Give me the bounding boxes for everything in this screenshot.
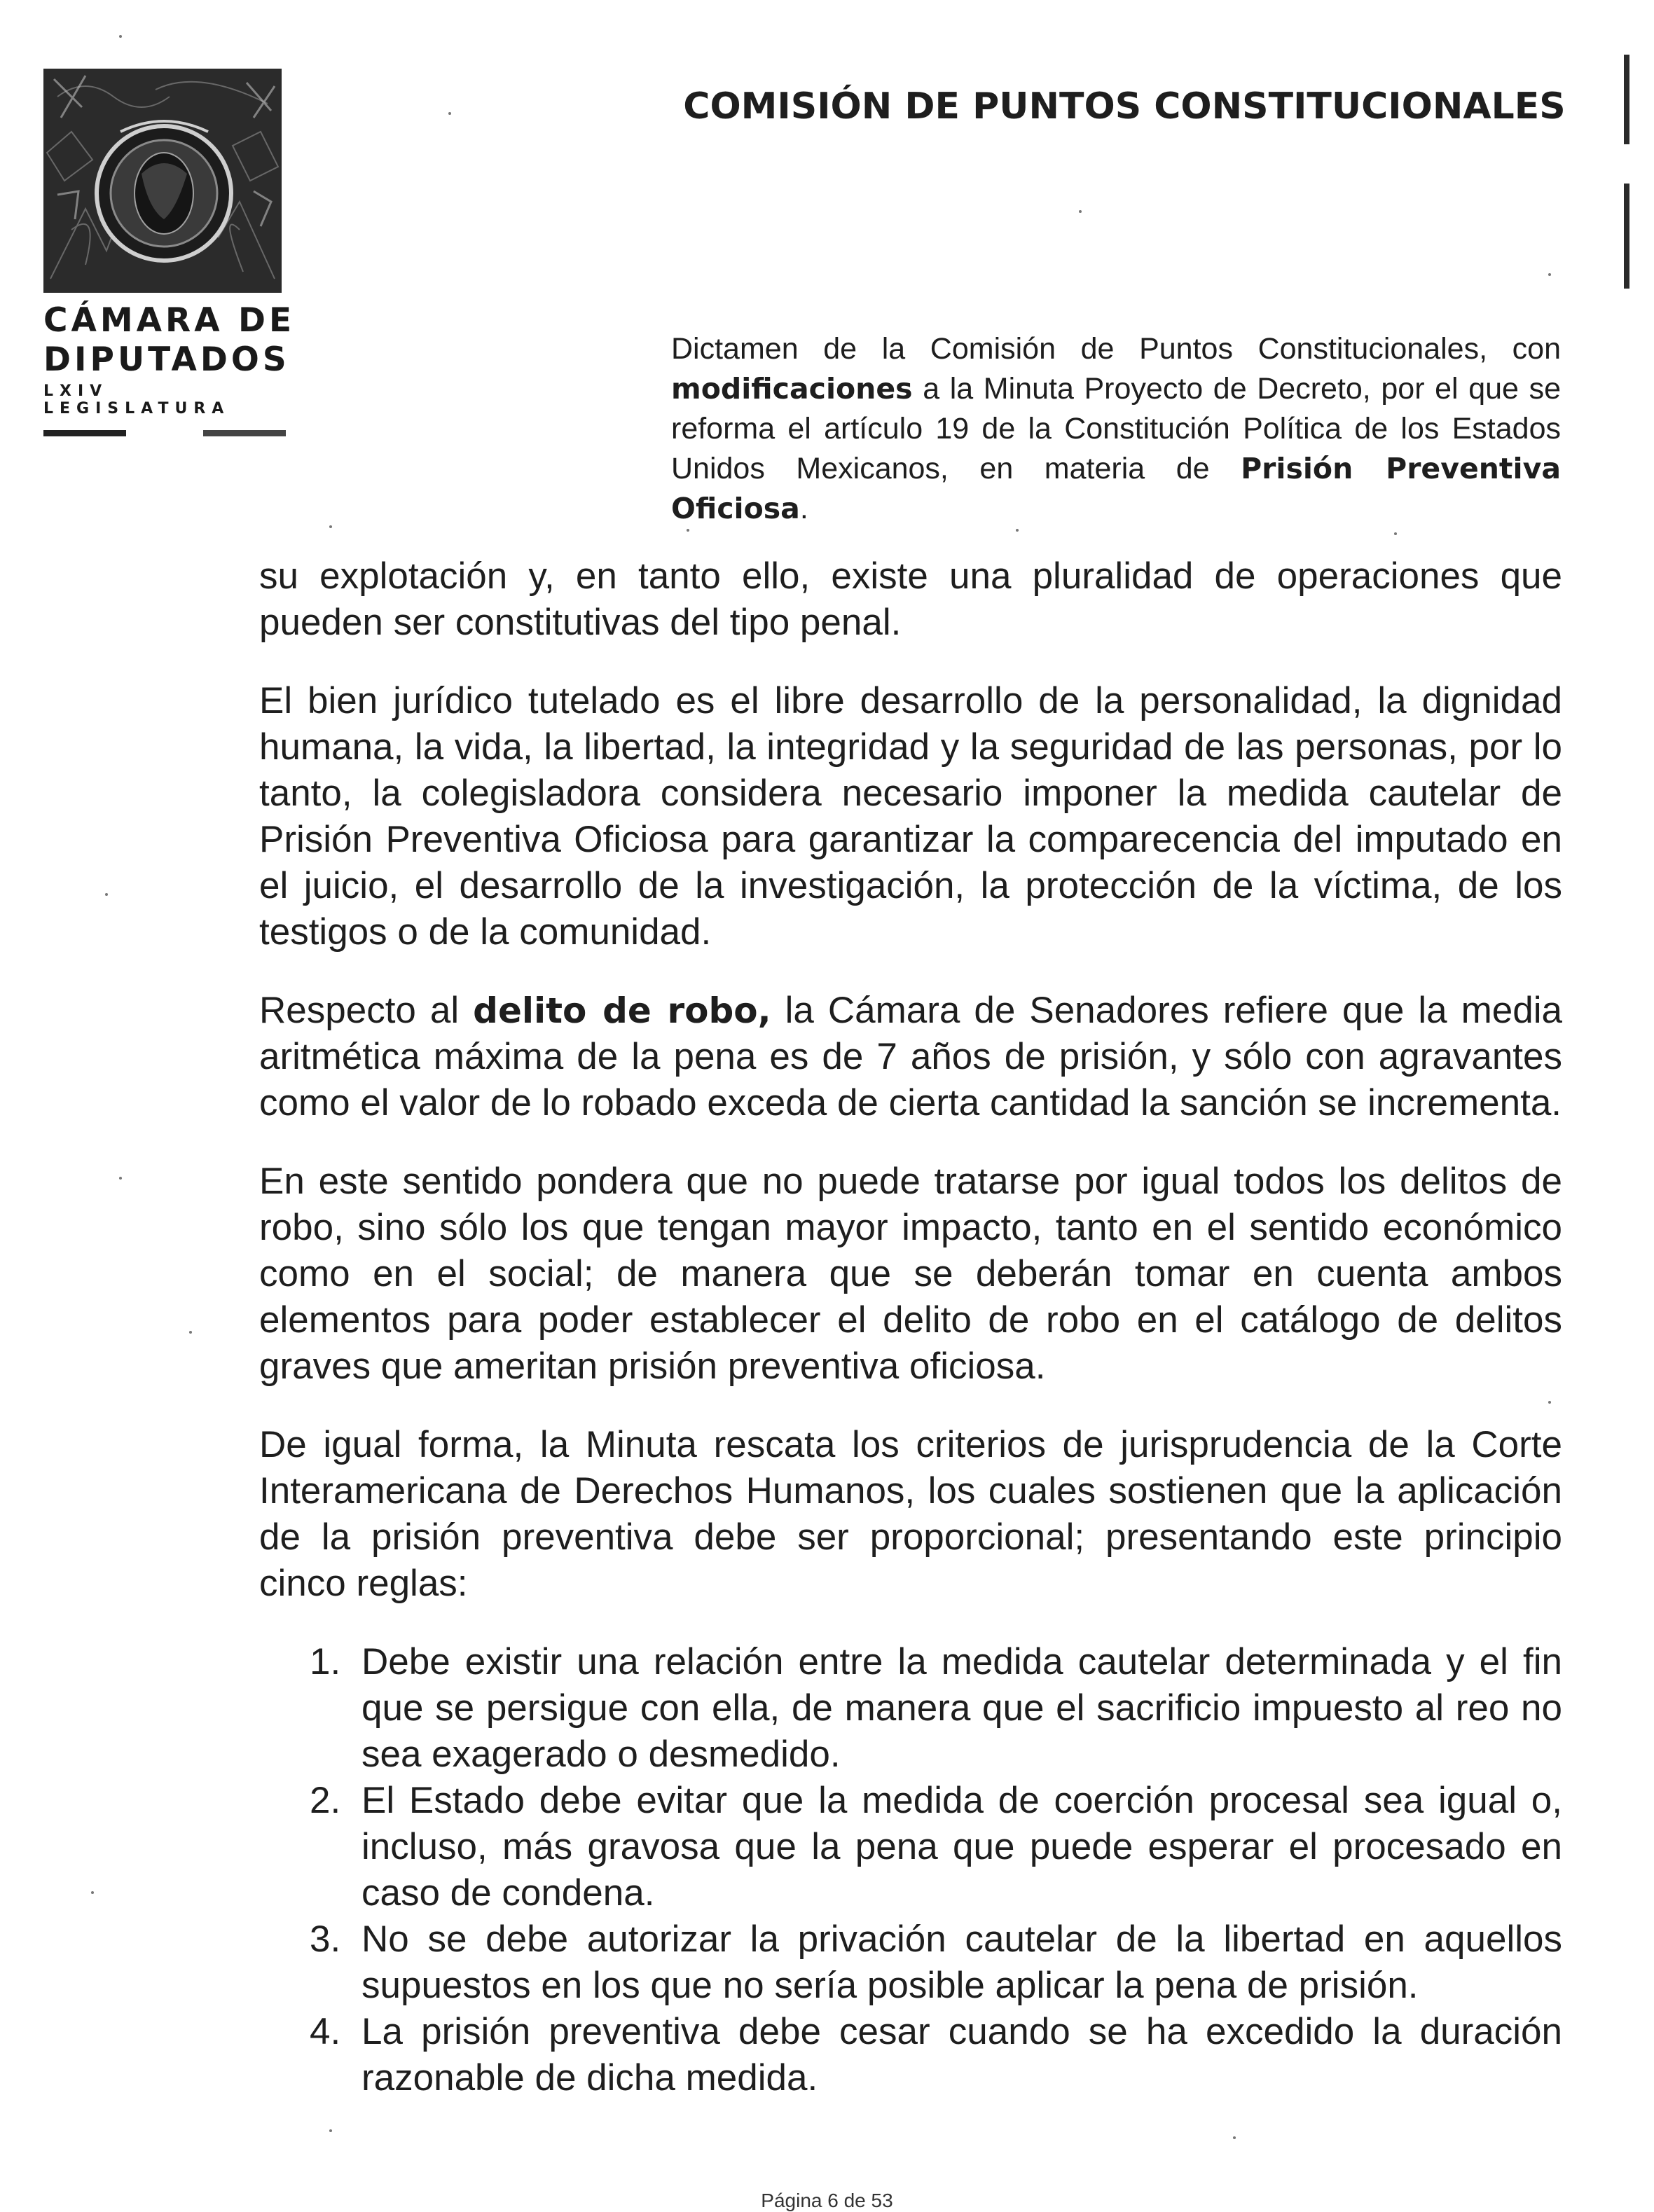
- logo-decorative-rules: [43, 427, 296, 441]
- dictamen-bold-text: modificaciones: [671, 372, 913, 406]
- legislature-label: LXIV LEGISLATURA: [43, 382, 230, 417]
- list-item: [259, 1916, 1562, 2009]
- paragraph-text: Respecto al: [259, 990, 474, 1031]
- list-item-number: 1.: [310, 1641, 341, 1682]
- scan-speck: [1548, 1401, 1551, 1404]
- dictamen-text: a la Minuta Proyecto de Decreto, por el que se reforma el artículo 19 de la Constitución Política de los Estados Unidos Mexicanos, en materia de: [671, 372, 1561, 485]
- chamber-emblem-icon: [43, 69, 282, 293]
- paragraph: El bien jurídico tutelado es el libre desarrollo de la personalidad, la dignidad humana, la vida, la libertad, la integridad y la seguridad de las personas, por lo tanto, la colegisladora considera necesario imponer la medida cautelar de Prisión Preventiva Oficiosa para garantizar la comparecencia del imputado en el juicio, el desarrollo de la investigación, la protección de la víctima, de los testigos o de la comunidad.: [259, 680, 1562, 953]
- list-item-number: 2.: [310, 1780, 341, 1821]
- scan-speck: [687, 529, 689, 532]
- page-number: Página 6 de 53: [761, 2190, 893, 2211]
- scan-speck: [448, 112, 451, 115]
- scan-speck: [91, 1891, 94, 1894]
- dictamen-bold-text: Prisión Preventiva Oficiosa: [671, 452, 1561, 525]
- chamber-logo-block: [43, 69, 296, 441]
- scan-speck: [329, 2129, 332, 2132]
- scan-speck: [1016, 529, 1019, 532]
- list-item-number: 3.: [310, 1919, 341, 1960]
- document-body: [259, 553, 1562, 2101]
- paragraph: De igual forma, la Minuta rescata los criterios de jurisprudencia de la Corte Interamericana de Derechos Humanos, los cuales sostienen que la aplicación de la prisión preventiva debe ser proporcional; presentando este principio cinco reglas:: [259, 1424, 1562, 1604]
- proportionality-rules-list: [259, 1639, 1562, 2101]
- scan-speck: [1394, 532, 1397, 535]
- paragraph-text: la Cámara de Senadores refiere que la media aritmética máxima de la pena es de 7 años de prisión, y sólo con agravantes como el valor de lo robado exceda de cierta cantidad la sanción se incrementa.: [259, 990, 1562, 1124]
- list-item: [259, 1639, 1562, 1778]
- list-item-text: El Estado debe evitar que la medida de coerción procesal sea igual o, incluso, más gravosa que la pena que puede esperar el procesado en caso de condena.: [361, 1780, 1562, 1914]
- list-item: [259, 1778, 1562, 1916]
- scan-speck: [1548, 273, 1551, 276]
- list-item: [259, 2009, 1562, 2101]
- margin-scan-mark: [1624, 184, 1629, 289]
- scan-speck: [105, 893, 108, 896]
- dictamen-text: .: [799, 492, 808, 525]
- scan-speck: [119, 35, 122, 38]
- paragraph-bold-text: delito de robo,: [473, 990, 771, 1031]
- scan-speck: [1079, 210, 1082, 213]
- scan-speck: [119, 1177, 122, 1180]
- scan-speck: [329, 525, 332, 528]
- paragraph: [259, 988, 1562, 1126]
- margin-scan-mark: [1624, 55, 1629, 144]
- paragraph: su explotación y, en tanto ello, existe una pluralidad de operaciones que pueden ser constitutivas del tipo penal.: [259, 555, 1562, 643]
- commission-title: COMISIÓN DE PUNTOS CONSTITUCIONALES: [683, 85, 1566, 127]
- list-item-text: No se debe autorizar la privación cautelar de la libertad en aquellos supuestos en los que no sería posible aplicar la pena de prisión.: [361, 1919, 1562, 2006]
- dictamen-heading: [671, 329, 1561, 529]
- list-item-text: La prisión preventiva debe cesar cuando se ha excedido la duración razonable de dicha medida.: [361, 2011, 1562, 2099]
- dictamen-text: Dictamen de la Comisión de Puntos Constitucionales, con: [671, 332, 1561, 366]
- logo-rule-left: [43, 430, 126, 436]
- list-item-number: 4.: [310, 2011, 341, 2052]
- scan-speck: [1233, 2136, 1236, 2139]
- list-item-text: Debe existir una relación entre la medida cautelar determinada y el fin que se persigue con ella, de manera que el sacrificio impuesto al reo no sea exagerado o desmedido.: [361, 1641, 1562, 1775]
- chamber-name: CÁMARA DE DIPUTADOS: [43, 301, 296, 379]
- scan-speck: [189, 1331, 192, 1334]
- logo-rule-right: [203, 430, 286, 436]
- paragraph: En este sentido pondera que no puede tratarse por igual todos los delitos de robo, sino sólo los que tengan mayor impacto, tanto en el sentido económico como en el social; de manera que se deberán tomar en cuenta ambos elementos para poder establecer el delito de robo en el catálogo de delitos graves que ameritan prisión preventiva oficiosa.: [259, 1161, 1562, 1387]
